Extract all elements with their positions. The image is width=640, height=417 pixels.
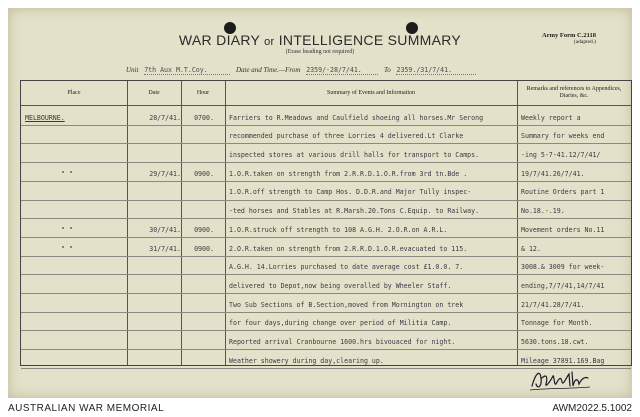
cell-summary: 1.O.R.taken on strength from 2.R.R.D.1.O.R.from 3rd tn.Bde . xyxy=(229,169,468,178)
header-divider xyxy=(21,105,631,106)
cell-hour: 0900. xyxy=(194,169,214,178)
header-place: Place xyxy=(67,89,81,96)
diary-table xyxy=(20,80,632,366)
cell-remarks: 21/7/41.28/7/41. xyxy=(521,300,585,309)
cell-date: 31/7/41. xyxy=(149,244,181,253)
cell-remarks: Routine Orders part 1 xyxy=(521,188,605,197)
unit-value: 7th Aux M.T.Coy. xyxy=(144,66,230,75)
table-row xyxy=(21,294,631,309)
form-subtitle: (Erase heading not required) xyxy=(285,49,355,55)
cell-summary: Weather showery during day,clearing up. xyxy=(229,356,384,365)
cell-date: 30/7/41. xyxy=(149,225,181,234)
datetime-label: Date and Time.—From xyxy=(235,66,301,74)
header-summary: Summary of Events and Information xyxy=(327,89,415,96)
cell-place: MELBOURNE. xyxy=(25,113,65,122)
cell-remarks: Weekly report a xyxy=(521,113,581,122)
cell-summary: A.G.H. 14.Lorries purchased to date average cost £1.0.0. 7. xyxy=(229,263,464,272)
cell-summary: 1.O.R.off strength to Camp Hos. D.D.R.and Major Tully inspec- xyxy=(229,188,472,197)
table-row xyxy=(21,275,631,290)
unit-label: Unit xyxy=(126,66,139,74)
table-row xyxy=(21,182,631,197)
cell-remarks: 5630.tons.18.cwt. xyxy=(521,338,589,347)
archive-footer xyxy=(0,400,640,417)
cell-summary: Reported arrival Cranbourne 1600.hrs bivouaced for night. xyxy=(229,338,456,347)
to-label: To xyxy=(383,66,391,74)
cell-summary: 2.O.R.taken on strength from 2.R.R.D.1.O.R.evacuated to 115. xyxy=(229,244,468,253)
cell-remarks: Tonnage for Month. xyxy=(521,319,593,328)
table-row xyxy=(21,219,631,234)
cell-summary: delivered to Depot,now being overalled by Wheeler Staff. xyxy=(229,281,452,290)
cell-remarks: 3008.& 3009 for week- xyxy=(521,263,605,272)
cell-place: " " xyxy=(61,244,73,253)
cell-date: 29/7/41. xyxy=(149,169,181,178)
cell-summary: Two Sub Sections of B.Section,moved from Mornington on trek xyxy=(229,300,464,309)
cell-remarks: 19/7/41.26/7/41. xyxy=(521,169,585,178)
archive-name: AUSTRALIAN WAR MEMORIAL xyxy=(8,403,165,414)
unit-line xyxy=(126,66,480,75)
officer-signature xyxy=(526,364,596,394)
table-row xyxy=(21,107,631,122)
cell-hour: 0900. xyxy=(194,244,214,253)
cell-summary: -ted horses and Stables at R.Marsh.20.Tons C.Equip. to Railway. xyxy=(229,207,480,216)
cell-remarks: ending,7/7/41,14/7/41 xyxy=(521,281,605,290)
title-intelligence-summary: INTELLIGENCE SUMMARY xyxy=(278,32,462,48)
table-row xyxy=(21,238,631,253)
cell-remarks: Summary for weeks end xyxy=(521,132,605,141)
cell-remarks: Movement orders No.11 xyxy=(521,225,605,234)
cell-remarks: No.18.-.19. xyxy=(521,207,565,216)
cell-remarks: -ing 5-7-41.12/7/41/ xyxy=(521,151,601,160)
cell-hour: 0700. xyxy=(194,113,214,122)
army-form-number: Army Form C.2118 xyxy=(542,32,596,39)
army-form-adapted: (adapted.) xyxy=(573,39,596,45)
table-row xyxy=(21,313,631,328)
to-value: 2359./31/7/41. xyxy=(396,66,476,75)
cell-place: " " xyxy=(61,225,73,234)
table-row xyxy=(21,144,631,159)
cell-place: " " xyxy=(61,169,73,178)
form-title xyxy=(8,32,632,48)
table-row xyxy=(21,126,631,141)
table-row xyxy=(21,201,631,216)
cell-summary: 1.O.R.struck off strength to 108 A.G.H. 2.O.R.on A.R.L. xyxy=(229,225,448,234)
title-war-diary: WAR DIARY xyxy=(178,32,260,48)
cell-date: 28/7/41. xyxy=(149,113,181,122)
diary-page xyxy=(8,8,632,398)
cell-summary: inspected stores at various drill halls for transport to Camps. xyxy=(229,151,480,160)
army-form-label xyxy=(542,32,596,46)
table-row xyxy=(21,163,631,178)
table-row xyxy=(21,331,631,346)
cell-hour: 0900. xyxy=(194,225,214,234)
cell-remarks: Mileage 37891.169.Bag xyxy=(521,356,605,365)
table-row xyxy=(21,350,631,365)
table-row xyxy=(21,257,631,272)
header-date: Date xyxy=(148,89,160,96)
header-hour: Hour xyxy=(196,89,210,96)
archive-reference: AWM2022.5.1002 xyxy=(552,403,632,414)
title-or: or xyxy=(264,36,275,48)
cell-summary: recommended purchase of three Lorries 4 delivered.Lt Clarke xyxy=(229,132,464,141)
from-value: 2359/-28/7/41. xyxy=(306,66,378,75)
cell-summary: for four days,during change over period of Militia Camp. xyxy=(229,319,452,328)
cell-remarks: & 12. xyxy=(521,244,541,253)
header-remarks: Remarks and references to Appendices, Diaries, &c. xyxy=(526,86,622,99)
cell-summary: Farriers to R.Meadows and Caulfield shoeing all horses.Mr Serong xyxy=(229,113,484,122)
